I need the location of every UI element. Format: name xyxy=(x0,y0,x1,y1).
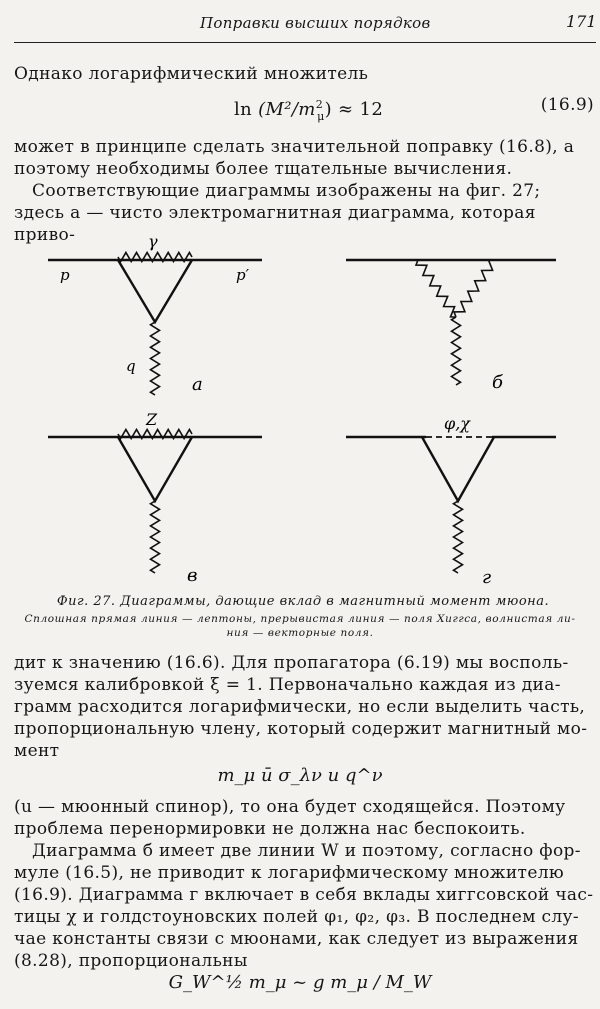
panel-label-v: в xyxy=(187,565,198,586)
text-line: пропорциональную члену, который содержит магнитный мо- xyxy=(14,719,588,739)
text-line: может в принципе сделать значительной поправку (16.8), а xyxy=(14,137,575,157)
text-line: (8.28), пропорциональны xyxy=(14,951,248,971)
paragraph-4 xyxy=(14,796,594,840)
header-rule xyxy=(14,42,596,43)
text-line: муле (16.5), не приводит к логарифмическому множителю xyxy=(14,863,565,883)
panel-label-g: г xyxy=(482,567,492,588)
diagram-b xyxy=(346,260,556,393)
equation-moment: m_μ ū σ_λν u q^ν xyxy=(217,765,383,786)
w-line-left xyxy=(416,260,456,317)
eq-sub: μ xyxy=(317,109,325,123)
label-p-prime: p′ xyxy=(236,266,250,284)
equation-final: G_W^½ m_μ ~ g m_μ / M_W xyxy=(168,972,432,993)
text-line: поэтому необходимы более тщательные вычисления. xyxy=(14,159,513,179)
text-line: дит к значению (16.6). Для пропагатора (6.19) мы восполь- xyxy=(14,653,569,673)
paragraph-5 xyxy=(14,840,594,972)
label-phi-chi: φ,χ xyxy=(444,414,470,433)
text-line: проблема перенормировки не должна нас беспокоить. xyxy=(14,819,526,839)
paragraph-1 xyxy=(14,136,594,180)
external-photon-line xyxy=(454,501,463,573)
header-title: Поправки высших порядков xyxy=(200,14,431,32)
text-line: (u — мюонный спинор), то она будет сходящейся. Поэтому xyxy=(14,797,566,817)
eq-arg: (M²/m xyxy=(258,99,316,120)
label-gamma: γ xyxy=(148,232,158,251)
external-photon-line xyxy=(151,501,160,573)
paragraph-3 xyxy=(14,652,594,762)
label-z: Z xyxy=(146,410,158,429)
text-line: Диаграмма б имеет две линии W и поэтому, согласно фор- xyxy=(32,841,581,861)
caption-main: Фиг. 27. Диаграммы, дающие вклад в магнитный момент мюона. xyxy=(56,594,550,609)
text-line: чае константы связи с мюонами, как следует из выражения xyxy=(14,929,579,949)
text-line: (16.9). Диаграмма г включает в себя вклады хиггсовской час- xyxy=(14,885,594,905)
text-line: грамм расходится логарифмически, но если выделить часть, xyxy=(14,697,586,717)
intro-line: Однако логарифмический множитель xyxy=(14,64,369,84)
equation-16-9 xyxy=(14,94,594,123)
external-photon-line xyxy=(151,322,160,395)
w-line-right xyxy=(454,260,494,317)
label-q: q xyxy=(126,357,136,375)
running-header xyxy=(0,14,600,50)
eq-number-16-9: (16.9) xyxy=(540,95,594,115)
external-photon-line xyxy=(452,317,461,385)
diagram-g xyxy=(346,414,556,588)
text-line: зуемся калибровкой ξ = 1. Первоначально каждая из диа- xyxy=(14,675,561,695)
eq-close: ) xyxy=(324,99,332,120)
text-line: здесь a — чисто электромагнитная диаграмма, которая приво- xyxy=(14,203,536,245)
panel-label-b: б xyxy=(492,372,503,393)
label-p: p xyxy=(60,266,70,284)
lepton-vertex xyxy=(422,437,494,501)
panel-label-a: а xyxy=(192,374,203,395)
eq-ln: ln xyxy=(234,99,253,120)
eq-sup: 2 xyxy=(315,98,324,111)
lepton-vertex xyxy=(118,260,192,322)
figure-caption xyxy=(0,594,600,640)
text-line: тицы χ и голдстоуновских полей φ₁, φ₂, φ₃. В последнем слу- xyxy=(14,907,579,927)
caption-line: ния — векторные поля. xyxy=(226,627,374,639)
text-line: мент xyxy=(14,741,60,761)
diagram-a xyxy=(48,232,262,395)
eq-rel: ≈ 12 xyxy=(338,99,384,120)
text-line: Соответствующие диаграммы изображены на фиг. 27; xyxy=(32,181,541,201)
page-number: 171 xyxy=(566,12,597,31)
figure-27 xyxy=(0,225,600,595)
caption-line: Сплошная прямая линия — лептоны, прерывистая линия — поля Хиггса, волнистая ли- xyxy=(24,613,576,625)
diagram-v xyxy=(48,410,262,586)
lepton-vertex xyxy=(118,437,192,501)
